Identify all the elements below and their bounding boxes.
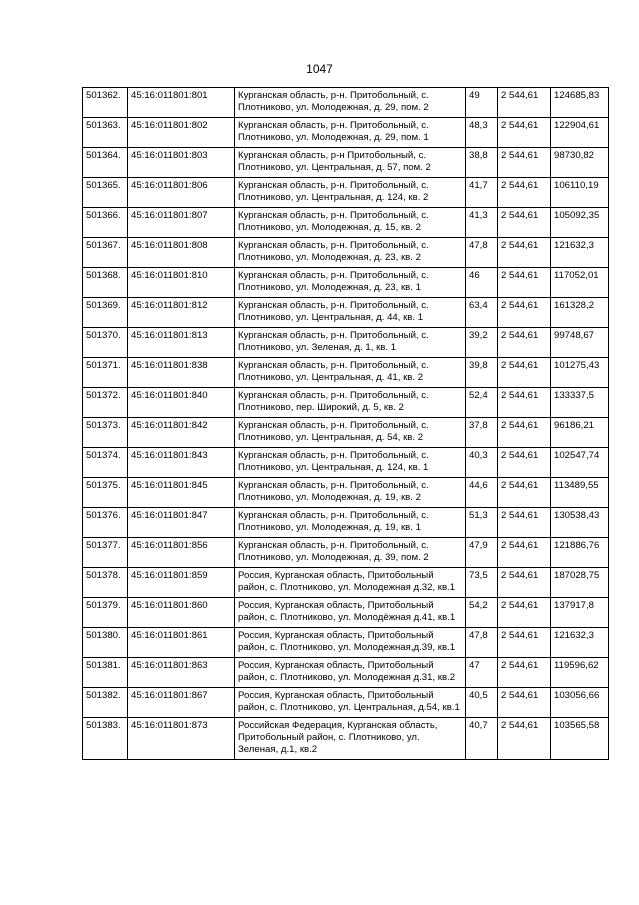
- area-cell: 48,3: [466, 118, 498, 148]
- row-number-cell: 501375.: [83, 478, 128, 508]
- table-row: [83, 358, 609, 388]
- area-cell: 40,3: [466, 448, 498, 478]
- row-number-cell: 501376.: [83, 508, 128, 538]
- table-row: [83, 118, 609, 148]
- area-cell: 41,7: [466, 178, 498, 208]
- row-number-cell: 501372.: [83, 388, 128, 418]
- row-number-cell: 501362.: [83, 88, 128, 118]
- cadastral-number-cell: 45:16:011801:859: [128, 568, 235, 598]
- address-cell: Курганская область, р-н. Притобольный, с. Плотниково, пер. Широкий, д. 5, кв. 2: [235, 388, 466, 418]
- row-number-cell: 501363.: [83, 118, 128, 148]
- cadastral-value-cell: 187028,75: [551, 568, 609, 598]
- specific-value-cell: 2 544,61: [498, 148, 551, 178]
- table-row: [83, 628, 609, 658]
- row-number-cell: 501377.: [83, 538, 128, 568]
- cadastral-value-cell: 105092,35: [551, 208, 609, 238]
- cadastral-value-table: [82, 87, 609, 760]
- row-number-cell: 501365.: [83, 178, 128, 208]
- specific-value-cell: 2 544,61: [498, 178, 551, 208]
- cadastral-value-cell: 124685,83: [551, 88, 609, 118]
- specific-value-cell: 2 544,61: [498, 478, 551, 508]
- cadastral-number-cell: 45:16:011801:863: [128, 658, 235, 688]
- row-number-cell: 501366.: [83, 208, 128, 238]
- cadastral-number-cell: 45:16:011801:847: [128, 508, 235, 538]
- table-row: [83, 238, 609, 268]
- row-number-cell: 501364.: [83, 148, 128, 178]
- cadastral-number-cell: 45:16:011801:807: [128, 208, 235, 238]
- cadastral-number-cell: 45:16:011801:840: [128, 388, 235, 418]
- specific-value-cell: 2 544,61: [498, 298, 551, 328]
- address-cell: Курганская область, р-н Притобольный, с. Плотниково, ул. Центральная, д. 57, пом. 2: [235, 148, 466, 178]
- table-row: [83, 538, 609, 568]
- specific-value-cell: 2 544,61: [498, 208, 551, 238]
- cadastral-value-cell: 102547,74: [551, 448, 609, 478]
- specific-value-cell: 2 544,61: [498, 418, 551, 448]
- area-cell: 40,5: [466, 688, 498, 718]
- cadastral-number-cell: 45:16:011801:810: [128, 268, 235, 298]
- specific-value-cell: 2 544,61: [498, 118, 551, 148]
- area-cell: 49: [466, 88, 498, 118]
- specific-value-cell: 2 544,61: [498, 688, 551, 718]
- address-cell: Курганская область, р-н. Притобольный, с. Плотниково, ул. Молодежная, д. 23, кв. 1: [235, 268, 466, 298]
- address-cell: Курганская область, р-н. Притобольный, с. Плотниково, ул. Центральная, д. 124, кв. 2: [235, 178, 466, 208]
- cadastral-value-cell: 121632,3: [551, 628, 609, 658]
- area-cell: 39,2: [466, 328, 498, 358]
- table-row: [83, 598, 609, 628]
- table-row: [83, 388, 609, 418]
- cadastral-value-cell: 121886,76: [551, 538, 609, 568]
- row-number-cell: 501383.: [83, 718, 128, 760]
- specific-value-cell: 2 544,61: [498, 538, 551, 568]
- cadastral-number-cell: 45:16:011801:873: [128, 718, 235, 760]
- specific-value-cell: 2 544,61: [498, 388, 551, 418]
- address-cell: Россия, Курганская область, Притобольный район, с. Плотниково, ул. Молодёжная д.41, кв.1: [235, 598, 466, 628]
- page-number: 1047: [306, 62, 333, 76]
- cadastral-number-cell: 45:16:011801:845: [128, 478, 235, 508]
- table-row: [83, 688, 609, 718]
- cadastral-value-cell: 122904,61: [551, 118, 609, 148]
- cadastral-value-cell: 121632,3: [551, 238, 609, 268]
- row-number-cell: 501373.: [83, 418, 128, 448]
- table-row: [83, 88, 609, 118]
- table-row: [83, 328, 609, 358]
- row-number-cell: 501378.: [83, 568, 128, 598]
- specific-value-cell: 2 544,61: [498, 508, 551, 538]
- cadastral-value-cell: 98730,82: [551, 148, 609, 178]
- cadastral-value-cell: 130538,43: [551, 508, 609, 538]
- cadastral-value-cell: 113489,55: [551, 478, 609, 508]
- address-cell: Курганская область, р-н. Притобольный, с. Плотниково, ул. Молодежная, д. 19, кв. 1: [235, 508, 466, 538]
- cadastral-number-cell: 45:16:011801:801: [128, 88, 235, 118]
- cadastral-value-cell: 103565,58: [551, 718, 609, 760]
- row-number-cell: 501369.: [83, 298, 128, 328]
- specific-value-cell: 2 544,61: [498, 358, 551, 388]
- cadastral-value-cell: 133337,5: [551, 388, 609, 418]
- row-number-cell: 501370.: [83, 328, 128, 358]
- table-row: [83, 478, 609, 508]
- cadastral-number-cell: 45:16:011801:808: [128, 238, 235, 268]
- specific-value-cell: 2 544,61: [498, 268, 551, 298]
- address-cell: Россия, Курганская область, Притобольный район, с. Плотниково, ул. Центральная, д.54, кв.1: [235, 688, 466, 718]
- cadastral-number-cell: 45:16:011801:843: [128, 448, 235, 478]
- cadastral-value-cell: 103056,66: [551, 688, 609, 718]
- table-row: [83, 268, 609, 298]
- area-cell: 37,8: [466, 418, 498, 448]
- address-cell: Курганская область, р-н. Притобольный, с. Плотниково, ул. Центральная, д. 44, кв. 1: [235, 298, 466, 328]
- cadastral-number-cell: 45:16:011801:802: [128, 118, 235, 148]
- area-cell: 39,8: [466, 358, 498, 388]
- address-cell: Россия, Курганская область, Притобольный район, с. Плотниково, ул. Молодежная д.32, кв.1: [235, 568, 466, 598]
- specific-value-cell: 2 544,61: [498, 718, 551, 760]
- cadastral-value-cell: 96186,21: [551, 418, 609, 448]
- specific-value-cell: 2 544,61: [498, 328, 551, 358]
- area-cell: 51,3: [466, 508, 498, 538]
- address-cell: Курганская область, р-н. Притобольный, с. Плотниково, ул. Молодежная, д. 15, кв. 2: [235, 208, 466, 238]
- cadastral-number-cell: 45:16:011801:813: [128, 328, 235, 358]
- cadastral-number-cell: 45:16:011801:856: [128, 538, 235, 568]
- cadastral-number-cell: 45:16:011801:838: [128, 358, 235, 388]
- address-cell: Российская Федерация, Курганская область, Притобольный район, с. Плотниково, ул. Зеленая, д.1, кв.2: [235, 718, 466, 760]
- address-cell: Курганская область, р-н. Притобольный, с. Плотниково, ул. Центральная, д. 41, кв. 2: [235, 358, 466, 388]
- area-cell: 52,4: [466, 388, 498, 418]
- cadastral-value-cell: 119596,62: [551, 658, 609, 688]
- table-row: [83, 448, 609, 478]
- row-number-cell: 501380.: [83, 628, 128, 658]
- specific-value-cell: 2 544,61: [498, 88, 551, 118]
- cadastral-value-cell: 99748,67: [551, 328, 609, 358]
- table-row: [83, 718, 609, 760]
- area-cell: 73,5: [466, 568, 498, 598]
- row-number-cell: 501381.: [83, 658, 128, 688]
- specific-value-cell: 2 544,61: [498, 448, 551, 478]
- row-number-cell: 501382.: [83, 688, 128, 718]
- area-cell: 38,8: [466, 148, 498, 178]
- row-number-cell: 501371.: [83, 358, 128, 388]
- row-number-cell: 501367.: [83, 238, 128, 268]
- table-row: [83, 208, 609, 238]
- area-cell: 54,2: [466, 598, 498, 628]
- cadastral-value-cell: 117052,01: [551, 268, 609, 298]
- specific-value-cell: 2 544,61: [498, 568, 551, 598]
- area-cell: 46: [466, 268, 498, 298]
- cadastral-value-cell: 101275,43: [551, 358, 609, 388]
- cadastral-number-cell: 45:16:011801:842: [128, 418, 235, 448]
- area-cell: 63,4: [466, 298, 498, 328]
- cadastral-number-cell: 45:16:011801:806: [128, 178, 235, 208]
- address-cell: Курганская область, р-н. Притобольный, с. Плотниково, ул. Молодежная, д. 39, пом. 2: [235, 538, 466, 568]
- cadastral-number-cell: 45:16:011801:803: [128, 148, 235, 178]
- address-cell: Россия, Курганская область, Притобольный район, с. Плотниково, ул. Молодежная д.31, кв.2: [235, 658, 466, 688]
- table-row: [83, 658, 609, 688]
- cadastral-number-cell: 45:16:011801:860: [128, 598, 235, 628]
- row-number-cell: 501368.: [83, 268, 128, 298]
- cadastral-number-cell: 45:16:011801:861: [128, 628, 235, 658]
- table-row: [83, 418, 609, 448]
- address-cell: Курганская область, р-н. Притобольный, с. Плотниково, ул. Зеленая, д. 1, кв. 1: [235, 328, 466, 358]
- table-body: [83, 88, 609, 760]
- area-cell: 44,6: [466, 478, 498, 508]
- address-cell: Курганская область, р-н. Притобольный, с. Плотниково, ул. Центральная, д. 124, кв. 1: [235, 448, 466, 478]
- area-cell: 47,9: [466, 538, 498, 568]
- specific-value-cell: 2 544,61: [498, 598, 551, 628]
- area-cell: 41,3: [466, 208, 498, 238]
- area-cell: 47,8: [466, 238, 498, 268]
- area-cell: 40,7: [466, 718, 498, 760]
- row-number-cell: 501379.: [83, 598, 128, 628]
- cadastral-number-cell: 45:16:011801:867: [128, 688, 235, 718]
- area-cell: 47,8: [466, 628, 498, 658]
- cadastral-value-cell: 106110,19: [551, 178, 609, 208]
- specific-value-cell: 2 544,61: [498, 238, 551, 268]
- cadastral-value-cell: 137917,8: [551, 598, 609, 628]
- table-row: [83, 568, 609, 598]
- table-row: [83, 148, 609, 178]
- row-number-cell: 501374.: [83, 448, 128, 478]
- area-cell: 47: [466, 658, 498, 688]
- specific-value-cell: 2 544,61: [498, 628, 551, 658]
- address-cell: Курганская область, р-н. Притобольный, с. Плотниково, ул. Молодежная, д. 29, пом. 1: [235, 118, 466, 148]
- cadastral-number-cell: 45:16:011801:812: [128, 298, 235, 328]
- address-cell: Курганская область, р-н. Притобольный, с. Плотниково, ул. Молодежная, д. 19, кв. 2: [235, 478, 466, 508]
- specific-value-cell: 2 544,61: [498, 658, 551, 688]
- address-cell: Курганская область, р-н. Притобольный, с. Плотниково, ул. Молодежная, д. 23, кв. 2: [235, 238, 466, 268]
- cadastral-value-cell: 161328,2: [551, 298, 609, 328]
- address-cell: Курганская область, р-н. Притобольный, с. Плотниково, ул. Центральная, д. 54, кв. 2: [235, 418, 466, 448]
- address-cell: Курганская область, р-н. Притобольный, с. Плотниково, ул. Молодежная, д. 29, пом. 2: [235, 88, 466, 118]
- table-row: [83, 178, 609, 208]
- address-cell: Россия, Курганская область, Притобольный район, с. Плотниково, ул. Молодежная,д.39, кв.1: [235, 628, 466, 658]
- table-row: [83, 298, 609, 328]
- table-row: [83, 508, 609, 538]
